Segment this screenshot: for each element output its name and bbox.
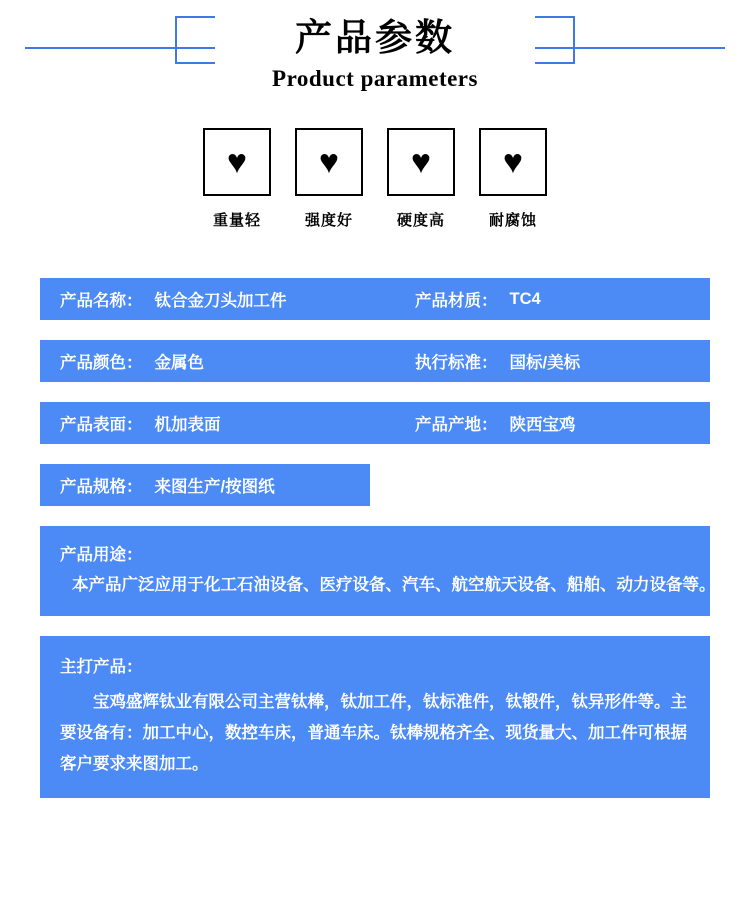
feature-icon-box (203, 128, 271, 196)
feature-icon-box (387, 128, 455, 196)
param-row-name (40, 278, 710, 320)
param-cell (415, 411, 576, 435)
param-value: 国标/美标 (509, 354, 581, 372)
param-cell (415, 287, 541, 311)
heart-icon: ♥ (502, 143, 524, 181)
heart-icon: ♥ (410, 143, 432, 181)
feature-list (0, 128, 750, 268)
main-products-title: 主打产品： (60, 658, 143, 676)
param-value: 本产品广泛应用于化工石油设备、医疗设备、汽车、航空航天设备、船舶、动力设备等。 (72, 576, 716, 594)
feature-label: 硬度高 (396, 212, 445, 229)
param-cell (60, 349, 415, 373)
feature-label: 重量轻 (212, 212, 261, 229)
param-row-usage (40, 526, 716, 616)
param-row-spec (40, 464, 370, 506)
feature-label: 耐腐蚀 (488, 212, 537, 229)
param-label: 产品名称： (60, 292, 143, 310)
param-value: 金属色 (154, 354, 204, 372)
feature-item (202, 128, 272, 230)
main-products-block (40, 636, 710, 798)
param-label: 产品材质： (415, 292, 498, 310)
feature-item (294, 128, 364, 230)
feature-item (478, 128, 548, 230)
page-header (0, 0, 750, 112)
param-cell (415, 349, 580, 373)
param-value: 机加表面 (154, 416, 221, 434)
param-cell (60, 287, 415, 311)
param-row-color (40, 340, 710, 382)
param-label: 产品规格： (60, 478, 143, 496)
feature-item (386, 128, 456, 230)
param-label: 产品产地： (415, 416, 498, 434)
param-value: TC4 (509, 289, 541, 308)
param-label: 产品颜色： (60, 354, 143, 372)
param-label: 产品用途： (60, 546, 143, 564)
param-value: 陕西宝鸡 (509, 416, 576, 434)
page-title: 产品参数 (295, 18, 455, 59)
param-label: 执行标准： (415, 354, 498, 372)
feature-label: 强度好 (304, 212, 353, 229)
param-value: 钛合金刀头加工件 (154, 292, 287, 310)
param-value: 来图生产/按图纸 (154, 478, 275, 496)
main-products-body: 宝鸡盛辉钛业有限公司主营钛棒，钛加工件，钛标准件，钛锻件，钛异形件等。主要设备有：加工中心，数控车床，普通车床。钛棒规格齐全、现货量大、加工件可根据客户要求来图加工。 (60, 693, 687, 773)
parameter-table (0, 278, 750, 798)
feature-icon-box (295, 128, 363, 196)
param-cell (60, 411, 415, 435)
feature-icon-box (479, 128, 547, 196)
param-label: 产品表面： (60, 416, 143, 434)
param-cell (60, 473, 275, 497)
heart-icon: ♥ (318, 143, 340, 181)
heart-icon: ♥ (226, 143, 248, 181)
page-subtitle: Product parameters (272, 66, 478, 91)
param-row-surface (40, 402, 710, 444)
